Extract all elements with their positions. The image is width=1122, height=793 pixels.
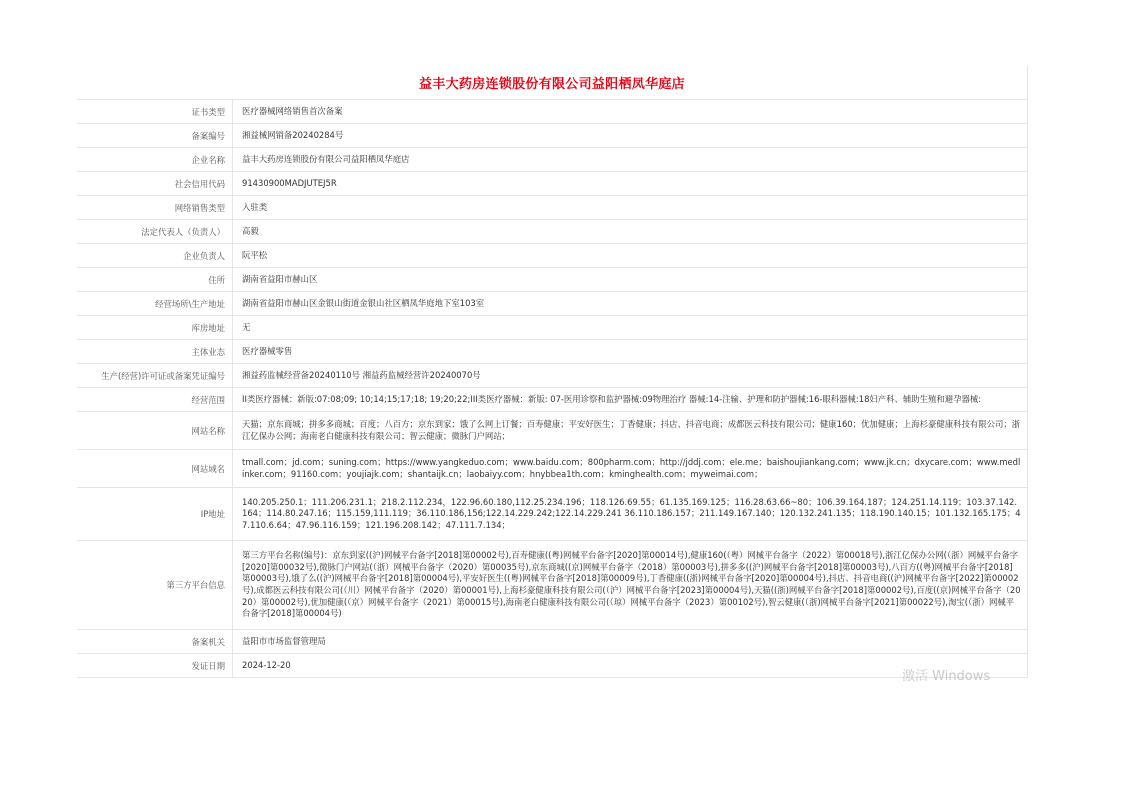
field-label: 法定代表人（负责人） bbox=[77, 220, 233, 244]
windows-activation-watermark: 激活 Windows bbox=[902, 669, 991, 684]
table-row bbox=[77, 172, 1027, 196]
field-value: 益丰大药房连锁股份有限公司益阳栖凤华庭店 bbox=[233, 148, 1028, 172]
field-label: 企业名称 bbox=[77, 148, 233, 172]
field-value: 无 bbox=[233, 316, 1028, 340]
field-value: tmall.com；jd.com；suning.com；https://www.yangkeduo.com；www.baidu.com；800pharm.com；http://jddj.com；ele.me；baishoujiankang.com；www.jk.cn；dxycare.com；www.medlinker.com；91160.com；youjiajk.com；shantaijk.cn；laobaiyy.com；hnybbea1th.com；kminghealth.com；myweimai.com； bbox=[233, 450, 1028, 488]
field-value: 医疗器械零售 bbox=[233, 340, 1028, 364]
table-row bbox=[77, 340, 1027, 364]
field-label: 发证日期 bbox=[77, 654, 233, 678]
table-row bbox=[77, 100, 1027, 124]
field-value: 91430900MADJUTEJ5R bbox=[233, 172, 1028, 196]
field-label: 社会信用代码 bbox=[77, 172, 233, 196]
field-label: 经营场所\生产地址 bbox=[77, 292, 233, 316]
table-row bbox=[77, 220, 1027, 244]
field-label: 网站域名 bbox=[77, 450, 233, 488]
field-label: 生产(经营)许可证或备案凭证编号 bbox=[77, 364, 233, 388]
table-row bbox=[77, 388, 1027, 412]
field-value: 第三方平台名称(编号)：京东到家((沪)网械平台备字[2018]第00002号),百寿健康((粤)网械平台备字[2020]第00014号),健康160(（粤）网械平台备字（2022）第00018号),浙江亿保办公网(（浙）网械平台备字[2020]第00032号),微脉门户网站(（浙）网械平台备字（2020）第00035号),京东商城((京)网械平台备字（2018）第00003号),拼多多((沪)网械平台备字[2018]第00003号),八百方((粤)网械平台备字[2018]第00003号),饿了么((沪)网械平台备字[2018]第00004号),平安好医生((粤)网械平台备字[2018]第00009号),丁香健康((浙)网械平台备字[2020]第00004号),抖店、抖音电商((沪)网械平台备字[2022]第00002号),成都医云科技有限公司(（川）网械平台备字（2020）第00001号),上海杉豪健康科技有限公司(（沪）网械平台备字[2023]第00004号),天猫((浙)网械平台备字[2018]第00002号),百度((京)网械平台备字（2020）第00002号),优加健康(（京）网械平台备字（2021）第00015号),海南老白健康科技有限公司(（琼）网械平台备字（2023）第00102号),智云健康(（浙)网械平台备字[2021]第00022号),淘宝(（浙）网械平台备字[2018]第00004号) bbox=[233, 541, 1028, 630]
field-label: 证书类型 bbox=[77, 100, 233, 124]
field-label: IP地址 bbox=[77, 488, 233, 541]
field-label: 第三方平台信息 bbox=[77, 541, 233, 630]
table-row bbox=[77, 654, 1027, 678]
field-value: 湖南省益阳市赫山区金银山街道金银山社区栖凤华庭地下室103室 bbox=[233, 292, 1028, 316]
field-value: 湘益药监械经营备20240110号 湘益药监械经营许20240070号 bbox=[233, 364, 1028, 388]
field-label: 网站名称 bbox=[77, 412, 233, 450]
field-value: 天猫；京东商城；拼多多商城；百度；八百方；京东到家；饿了么网上订餐；百寿健康；平安好医生；丁香健康；抖店、抖音电商；成都医云科技有限公司；健康160；优加健康；上海杉豪健康科技有限公司；浙江亿保办公网；海南老白健康科技有限公司；智云健康；微脉门户网站； bbox=[233, 412, 1028, 450]
field-value: 140.205.250.1；111.206.231.1；218.2.112.234，122.96.60.180,112.25.234.196；118.126.69.55；61.135.169.125；116.28.63.66~80；106.39.164.187；124.251.14.119；103.37.142.164；114.80.247.16；115.159,111.119；36.110.186,156;122.14.229.242;122.14.229.241 36.110.186.157；211.149.167.140；120.132.241.135；118.190.140.15；101.132.165.175；47.110.6.64；47.96.116.159；121.196.208.142；47.111.7.134； bbox=[233, 488, 1028, 541]
field-label: 主体业态 bbox=[77, 340, 233, 364]
field-label: 经营范围 bbox=[77, 388, 233, 412]
field-value: 益阳市市场监督管理局 bbox=[233, 630, 1028, 654]
table-row bbox=[77, 148, 1027, 172]
table-row bbox=[77, 488, 1027, 541]
record-table bbox=[77, 100, 1027, 678]
title-row bbox=[77, 66, 1027, 100]
field-label: 备案编号 bbox=[77, 124, 233, 148]
field-label: 住所 bbox=[77, 268, 233, 292]
field-value: 医疗器械网络销售首次备案 bbox=[233, 100, 1028, 124]
field-value: 阮平松 bbox=[233, 244, 1028, 268]
record-document bbox=[77, 66, 1028, 678]
field-label: 企业负责人 bbox=[77, 244, 233, 268]
table-row bbox=[77, 268, 1027, 292]
table-row bbox=[77, 412, 1027, 450]
field-label: 库房地址 bbox=[77, 316, 233, 340]
field-value: 高毅 bbox=[233, 220, 1028, 244]
table-row bbox=[77, 630, 1027, 654]
table-row bbox=[77, 316, 1027, 340]
field-value: II类医疗器械：新版:07:08;09; 10;14;15;17;18; 19;20;22;III类医疗器械：新版: 07-医用诊察和监护器械:09物理治疗 器械:14-注输、护理和防护器械:16-眼科器械:18妇产科、辅助生殖和避孕器械: bbox=[233, 388, 1028, 412]
table-row bbox=[77, 364, 1027, 388]
table-row bbox=[77, 124, 1027, 148]
table-row bbox=[77, 196, 1027, 220]
field-value: 入驻类 bbox=[233, 196, 1028, 220]
field-value: 湖南省益阳市赫山区 bbox=[233, 268, 1028, 292]
table-row bbox=[77, 450, 1027, 488]
page-title: 益丰大药房连锁股份有限公司益阳栖凤华庭店 bbox=[418, 77, 685, 92]
field-value: 湘益械网销备20240284号 bbox=[233, 124, 1028, 148]
field-value: 2024-12-20 bbox=[233, 654, 1028, 678]
field-label: 网络销售类型 bbox=[77, 196, 233, 220]
field-label: 备案机关 bbox=[77, 630, 233, 654]
table-row bbox=[77, 244, 1027, 268]
table-row bbox=[77, 541, 1027, 630]
table-row bbox=[77, 292, 1027, 316]
